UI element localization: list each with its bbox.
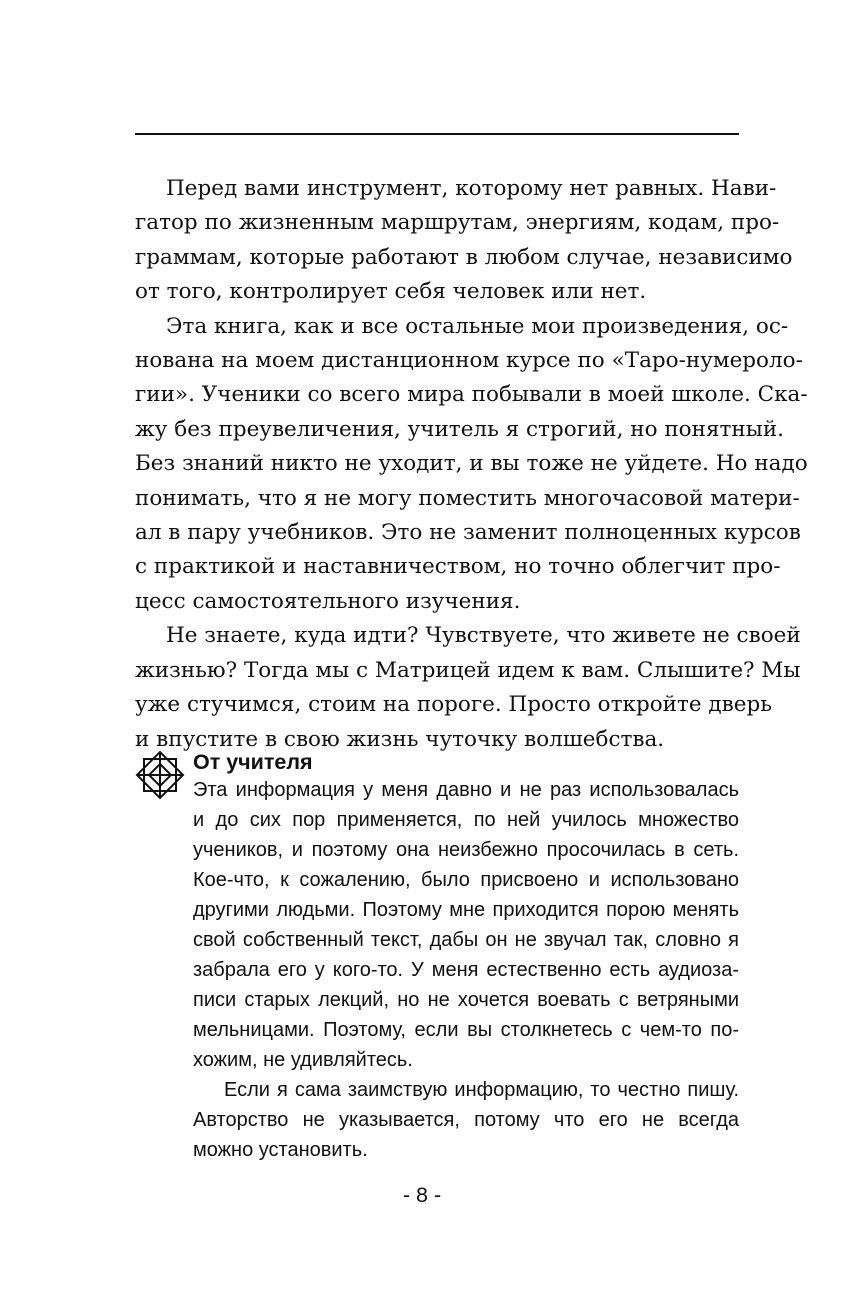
note-line: другими людьми. Поэтому мне приходится порою менять — [193, 899, 739, 921]
text-line: ал в пару учебников. Это не заменит полноценных курсов — [135, 520, 801, 546]
text-line: уже стучимся, стоим на пороге. Просто откройте дверь — [135, 692, 772, 718]
note-line: учеников, и поэтому она неизбежно просочилась в сеть. — [193, 839, 739, 861]
text-line: и впустите в свою жизнь чуточку волшебства. — [135, 726, 665, 752]
note-text — [193, 775, 739, 1165]
text-line: нована на моем дистанционном курсе по «Таро-нумероло- — [135, 348, 803, 374]
text-line: граммам, которые работают в любом случае, независимо — [135, 244, 793, 270]
text-line: гатор по жизненным маршрутам, энергиям, кодам, про- — [135, 210, 780, 236]
text-line: Перед вами инструмент, которому нет равных. Нави- — [166, 176, 777, 201]
text-line: гии». Ученики со всего мира побывали в моей школе. Ска- — [135, 382, 808, 408]
note-line: хожим, не удивляйтесь. — [193, 1049, 413, 1071]
text-line: цесс самостоятельного изучения. — [135, 588, 521, 614]
page-number: - 8 - — [402, 1183, 442, 1207]
text-line: Не знаете, куда идти? Чувствуете, что живете не своей — [166, 623, 801, 649]
text-line: Эта книга, как и все остальные мои произведения, ос- — [166, 313, 789, 339]
geometric-star-icon — [135, 750, 185, 800]
note-title: От учителя — [193, 750, 313, 774]
text-line: с практикой и наставничеством, но точно облегчит про- — [135, 554, 781, 580]
header-rule — [135, 133, 739, 135]
note-line: и до сих пор применяется, по ней училось множество — [193, 809, 739, 831]
text-line: жу без преувеличения, учитель я строгий, но понятный. — [135, 416, 785, 442]
text-line: от того, контролирует себя человек или нет. — [135, 279, 647, 305]
main-text — [135, 172, 808, 757]
note-line: Кое-что, к сожалению, было присвоено и использовано — [193, 869, 739, 891]
note-line: забрала его у кого-то. У меня естественно есть аудиоза- — [193, 959, 739, 981]
text-line: Без знаний никто не уходит, и вы тоже не уйдете. Но надо — [135, 451, 808, 477]
note-line: можно установить. — [193, 1139, 368, 1161]
note-line: мельницами. Поэтому, если вы столкнетесь с чем-то по- — [193, 1019, 739, 1041]
text-line: понимать, что я не могу поместить многочасовой матери- — [135, 485, 800, 511]
note-line: свой собственный текст, дабы он не звучал так, словно я — [193, 929, 739, 951]
note-line: писи старых лекций, но не хочется воевать с ветряными — [193, 989, 739, 1011]
text-line: жизнью? Тогда мы с Матрицей идем к вам. Слышите? Мы — [135, 657, 801, 683]
note-line: Если я сама заимствую информацию, то честно пишу. — [224, 1079, 739, 1101]
note-line: Авторство не указывается, потому что его не всегда — [193, 1109, 739, 1131]
note-line: Эта информация у меня давно и не раз использовалась — [193, 779, 739, 801]
